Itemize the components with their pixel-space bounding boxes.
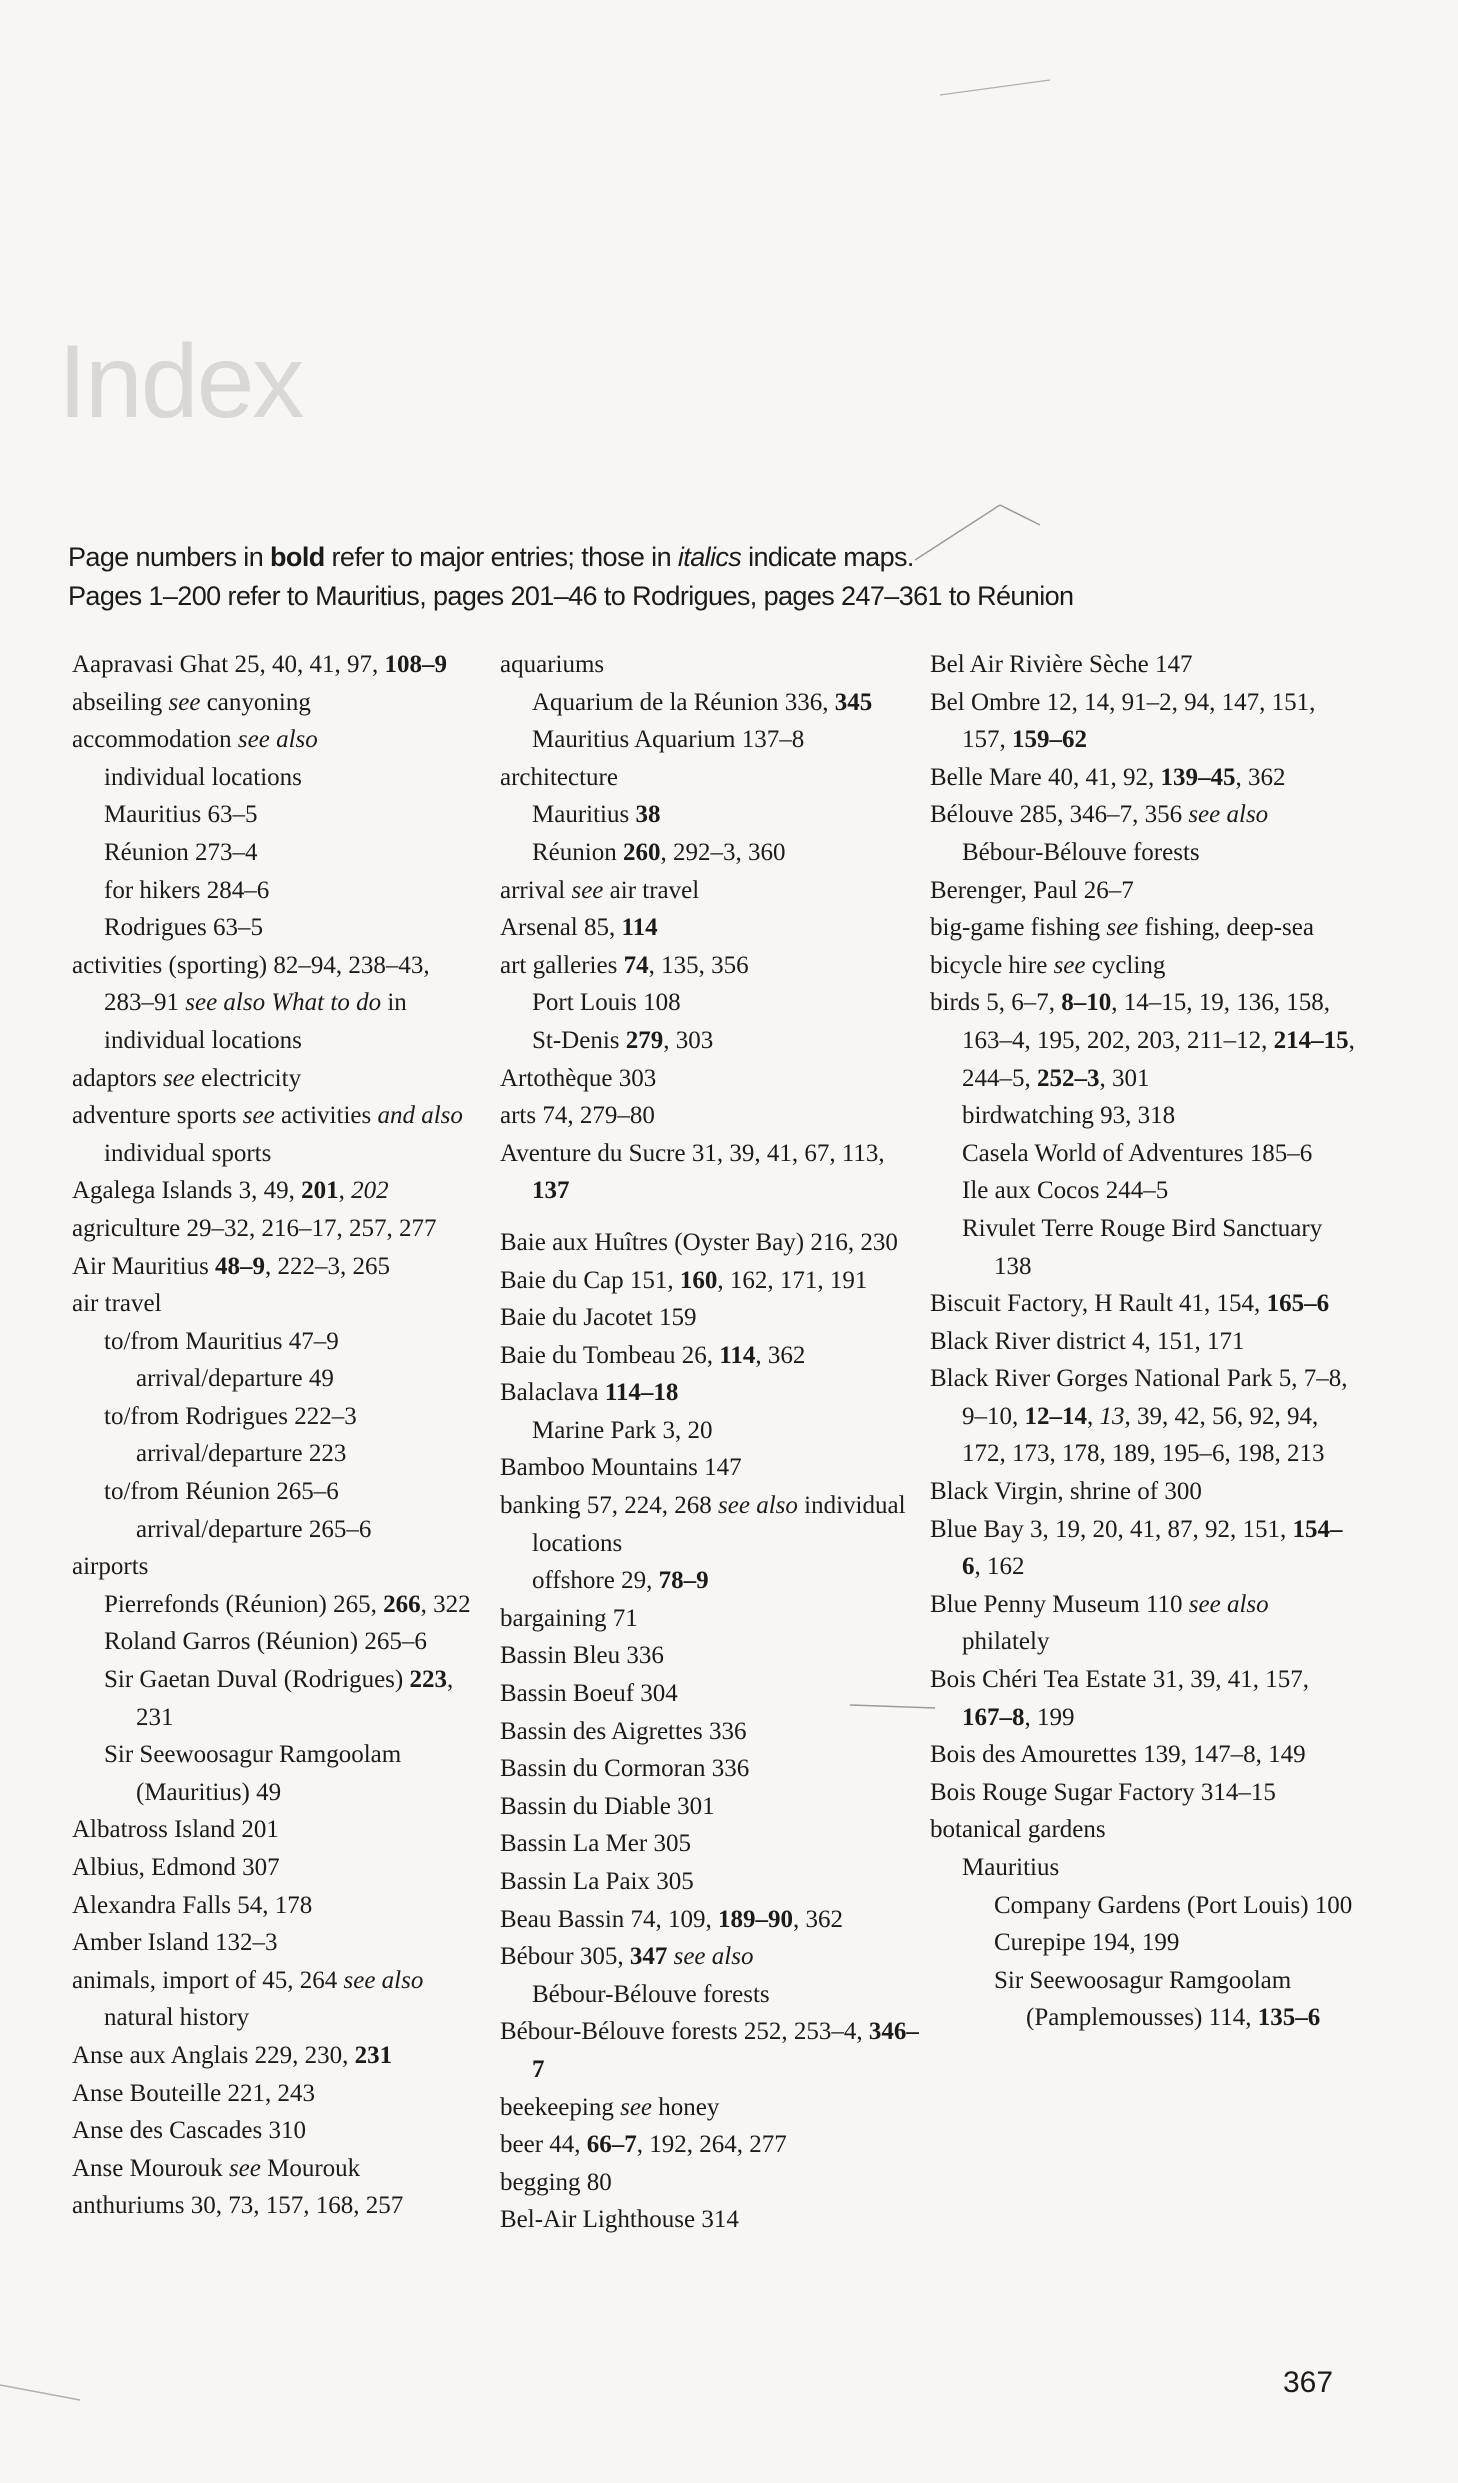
index-subentry: Rivulet Terre Rouge Bird Sanctuary 138 xyxy=(962,1214,1323,1280)
index-entry: big-game fishing see fishing, deep-sea xyxy=(930,914,1314,942)
index-subentry: individual locations xyxy=(104,763,302,791)
index-entry: beekeeping see honey xyxy=(500,2093,720,2121)
index-subentry: Company Gardens (Port Louis) 100 xyxy=(994,1891,1353,1919)
index-subentry: Réunion 260, 292–3, 360 xyxy=(532,838,786,866)
index-entry: Bamboo Mountains 147 xyxy=(500,1454,742,1482)
index-entry: Agalega Islands 3, 49, 201, 202 xyxy=(72,1177,389,1205)
index-entry: Black River district 4, 151, 171 xyxy=(930,1327,1245,1355)
index-subentry: Sir Seewoosagur Ramgoolam (Pamplemousses) 114, 135–6 xyxy=(994,1966,1321,2032)
index-entry: Bassin Boeuf 304 xyxy=(500,1680,678,1708)
index-subentry: Roland Garros (Réunion) 265–6 xyxy=(104,1628,427,1656)
index-entry: Bois Rouge Sugar Factory 314–15 xyxy=(930,1778,1276,1806)
index-entry: anthuriums 30, 73, 157, 168, 257 xyxy=(72,2192,404,2220)
index-subentry: for hikers 284–6 xyxy=(104,876,270,904)
pencil-stroke xyxy=(0,2385,80,2400)
index-subentry: Casela World of Adventures 185–6 xyxy=(962,1139,1313,1167)
index-entry: arrival see air travel xyxy=(500,876,700,904)
index-entry: art galleries 74, 135, 356 xyxy=(500,951,749,979)
index-entry: Baie aux Huîtres (Oyster Bay) 216, 230 xyxy=(500,1228,898,1256)
index-entry: animals, import of 45, 264 see also natural history xyxy=(72,1966,424,2032)
index-subentry: Bébour-Bélouve forests xyxy=(962,838,1200,866)
index-entry: Bois Chéri Tea Estate 31, 39, 41, 157, 167–8, 199 xyxy=(930,1666,1309,1731)
index-entry: air travel xyxy=(72,1290,162,1318)
index-subentry: philately xyxy=(962,1628,1050,1656)
index-subentry: Port Louis 108 xyxy=(532,989,681,1017)
index-subentry: offshore 29, 78–9 xyxy=(532,1567,709,1595)
index-subentry: Ile aux Cocos 244–5 xyxy=(962,1177,1169,1205)
index-entry: begging 80 xyxy=(500,2168,612,2196)
index-entry: Anse Bouteille 221, 243 xyxy=(72,2079,316,2107)
index-subentry: St-Denis 279, 303 xyxy=(532,1026,714,1054)
index-column-3 xyxy=(930,646,1360,2037)
index-column-2 xyxy=(500,646,920,2239)
index-entry: birds 5, 6–7, 8–10, 14–15, 19, 136, 158, 163–4, 195, 202, 203, 211–12, 214–15, 244–5, 252–3, 301 xyxy=(930,989,1355,1092)
index-entry: agriculture 29–32, 216–17, 257, 277 xyxy=(72,1214,437,1242)
index-subentry: arrival/departure 49 xyxy=(136,1365,334,1393)
index-subentry: Mauritius 38 xyxy=(532,801,661,829)
index-subentry: Sir Seewoosagur Ramgoolam (Mauritius) 49 xyxy=(104,1741,402,1806)
index-entry: airports xyxy=(72,1553,149,1581)
index-entry: Amber Island 132–3 xyxy=(72,1929,278,1957)
index-entry: Albius, Edmond 307 xyxy=(72,1854,280,1881)
index-subentry: to/from Rodrigues 222–3 xyxy=(104,1402,357,1430)
index-entry: adventure sports see activities and also individual sports xyxy=(72,1102,463,1167)
index-entry: Bassin du Cormoran 336 xyxy=(500,1755,750,1783)
index-entry: Baie du Cap 151, 160, 162, 171, 191 xyxy=(500,1266,868,1294)
index-entry: Beau Bassin 74, 109, 189–90, 362 xyxy=(500,1905,844,1933)
index-subentry: Bébour-Bélouve forests xyxy=(532,1980,770,2008)
index-entry: bicycle hire see cycling xyxy=(930,951,1166,979)
index-entry: Berenger, Paul 26–7 xyxy=(930,876,1134,904)
index-entry: bargaining 71 xyxy=(500,1604,638,1632)
index-entry: Black Virgin, shrine of 300 xyxy=(930,1478,1202,1506)
index-subentry: to/from Réunion 265–6 xyxy=(104,1478,339,1506)
index-entry: Bel Air Rivière Sèche 147 xyxy=(930,651,1193,678)
index-entry: Black River Gorges National Park 5, 7–8, 9–10, 12–14, 13, 39, 42, 56, 92, 94, 172, 173, 178, 189, 195–6, 198, 213 xyxy=(930,1365,1348,1468)
index-intro xyxy=(68,538,1398,616)
index-entry: banking 57, 224, 268 see also individual locations xyxy=(500,1492,906,1557)
page-title: Index xyxy=(58,324,303,440)
index-entry: Bébour-Bélouve forests 252, 253–4, 346–7 xyxy=(500,2018,919,2083)
index-entry: architecture xyxy=(500,763,618,791)
index-entry: Albatross Island 201 xyxy=(72,1816,279,1844)
index-entry: accommodation see also xyxy=(72,726,318,754)
index-entry: Baie du Tombeau 26, 114, 362 xyxy=(500,1341,806,1369)
index-entry: Bébour 305, 347 see also xyxy=(500,1943,754,1971)
index-entry: Blue Penny Museum 110 see also xyxy=(930,1590,1269,1618)
index-subentry: Marine Park 3, 20 xyxy=(532,1416,713,1444)
index-subentry: Mauritius 63–5 xyxy=(104,801,258,829)
index-entry: abseiling see canyoning xyxy=(72,688,311,716)
index-entry: Bassin La Paix 305 xyxy=(500,1868,694,1895)
pencil-stroke xyxy=(940,80,1050,95)
index-entry: Aapravasi Ghat 25, 40, 41, 97, 108–9 xyxy=(72,651,447,678)
index-column-1 xyxy=(72,646,472,2225)
index-subentry: arrival/departure 265–6 xyxy=(136,1515,372,1543)
index-entry: Bel-Air Lighthouse 314 xyxy=(500,2206,739,2234)
index-entry: adaptors see electricity xyxy=(72,1064,302,1092)
index-entry: Bassin Bleu 336 xyxy=(500,1642,664,1670)
index-entry: Bois des Amourettes 139, 147–8, 149 xyxy=(930,1741,1306,1769)
index-entry: Blue Bay 3, 19, 20, 41, 87, 92, 151, 154–6, 162 xyxy=(930,1515,1343,1581)
index-entry: Aventure du Sucre 31, 39, 41, 67, 113, 137 xyxy=(500,1139,885,1205)
letter-gap xyxy=(500,1210,920,1224)
index-entry: Bélouve 285, 346–7, 356 see also xyxy=(930,801,1269,829)
index-entry: activities (sporting) 82–94, 238–43, 283–91 see also What to do in individual locations xyxy=(72,951,430,1054)
index-subentry: Mauritius xyxy=(962,1854,1060,1881)
index-subentry: arrival/departure 223 xyxy=(136,1440,347,1468)
index-subentry: Réunion 273–4 xyxy=(104,838,258,866)
index-entry: aquariums xyxy=(500,651,605,678)
index-entry: botanical gardens xyxy=(930,1816,1106,1844)
index-subentry: Curepipe 194, 199 xyxy=(994,1929,1180,1957)
index-entry: Balaclava 114–18 xyxy=(500,1379,679,1407)
page-number: 367 xyxy=(1283,2366,1334,2399)
index-subentry: birdwatching 93, 318 xyxy=(962,1102,1176,1130)
index-entry: Bassin La Mer 305 xyxy=(500,1830,691,1858)
index-entry: Bassin des Aigrettes 336 xyxy=(500,1717,747,1745)
index-entry: Biscuit Factory, H Rault 41, 154, 165–6 xyxy=(930,1290,1330,1318)
index-subentry: Aquarium de la Réunion 336, 345 xyxy=(532,688,873,716)
index-entry: Belle Mare 40, 41, 92, 139–45, 362 xyxy=(930,763,1286,791)
index-subentry: Rodrigues 63–5 xyxy=(104,914,264,942)
index-entry: Air Mauritius 48–9, 222–3, 265 xyxy=(72,1252,391,1280)
index-subentry: Sir Gaetan Duval (Rodrigues) 223, 231 xyxy=(104,1666,454,1731)
index-entry: Bassin du Diable 301 xyxy=(500,1792,715,1820)
index-subentry: Mauritius Aquarium 137–8 xyxy=(532,726,805,754)
index-entry: Artothèque 303 xyxy=(500,1064,657,1092)
index-subentry: Pierrefonds (Réunion) 265, 266, 322 xyxy=(104,1590,471,1618)
intro-line-2: Pages 1–200 refer to Mauritius, pages 201–46 to Rodrigues, pages 247–361 to Réunion xyxy=(68,581,1074,611)
intro-line-1: Page numbers in bold refer to major entries; those in italics indicate maps. xyxy=(68,542,914,572)
index-entry: beer 44, 66–7, 192, 264, 277 xyxy=(500,2131,787,2159)
index-entry: Anse aux Anglais 229, 230, 231 xyxy=(72,2041,393,2069)
index-entry: Alexandra Falls 54, 178 xyxy=(72,1891,313,1919)
index-subentry: to/from Mauritius 47–9 xyxy=(104,1327,339,1355)
index-entry: Bel Ombre 12, 14, 91–2, 94, 147, 151, 157, 159–62 xyxy=(930,688,1316,754)
index-entry: Arsenal 85, 114 xyxy=(500,914,658,942)
index-entry: Baie du Jacotet 159 xyxy=(500,1304,697,1332)
index-entry: arts 74, 279–80 xyxy=(500,1102,655,1130)
index-entry: Anse des Cascades 310 xyxy=(72,2117,306,2145)
index-entry: Anse Mourouk see Mourouk xyxy=(72,2154,361,2182)
